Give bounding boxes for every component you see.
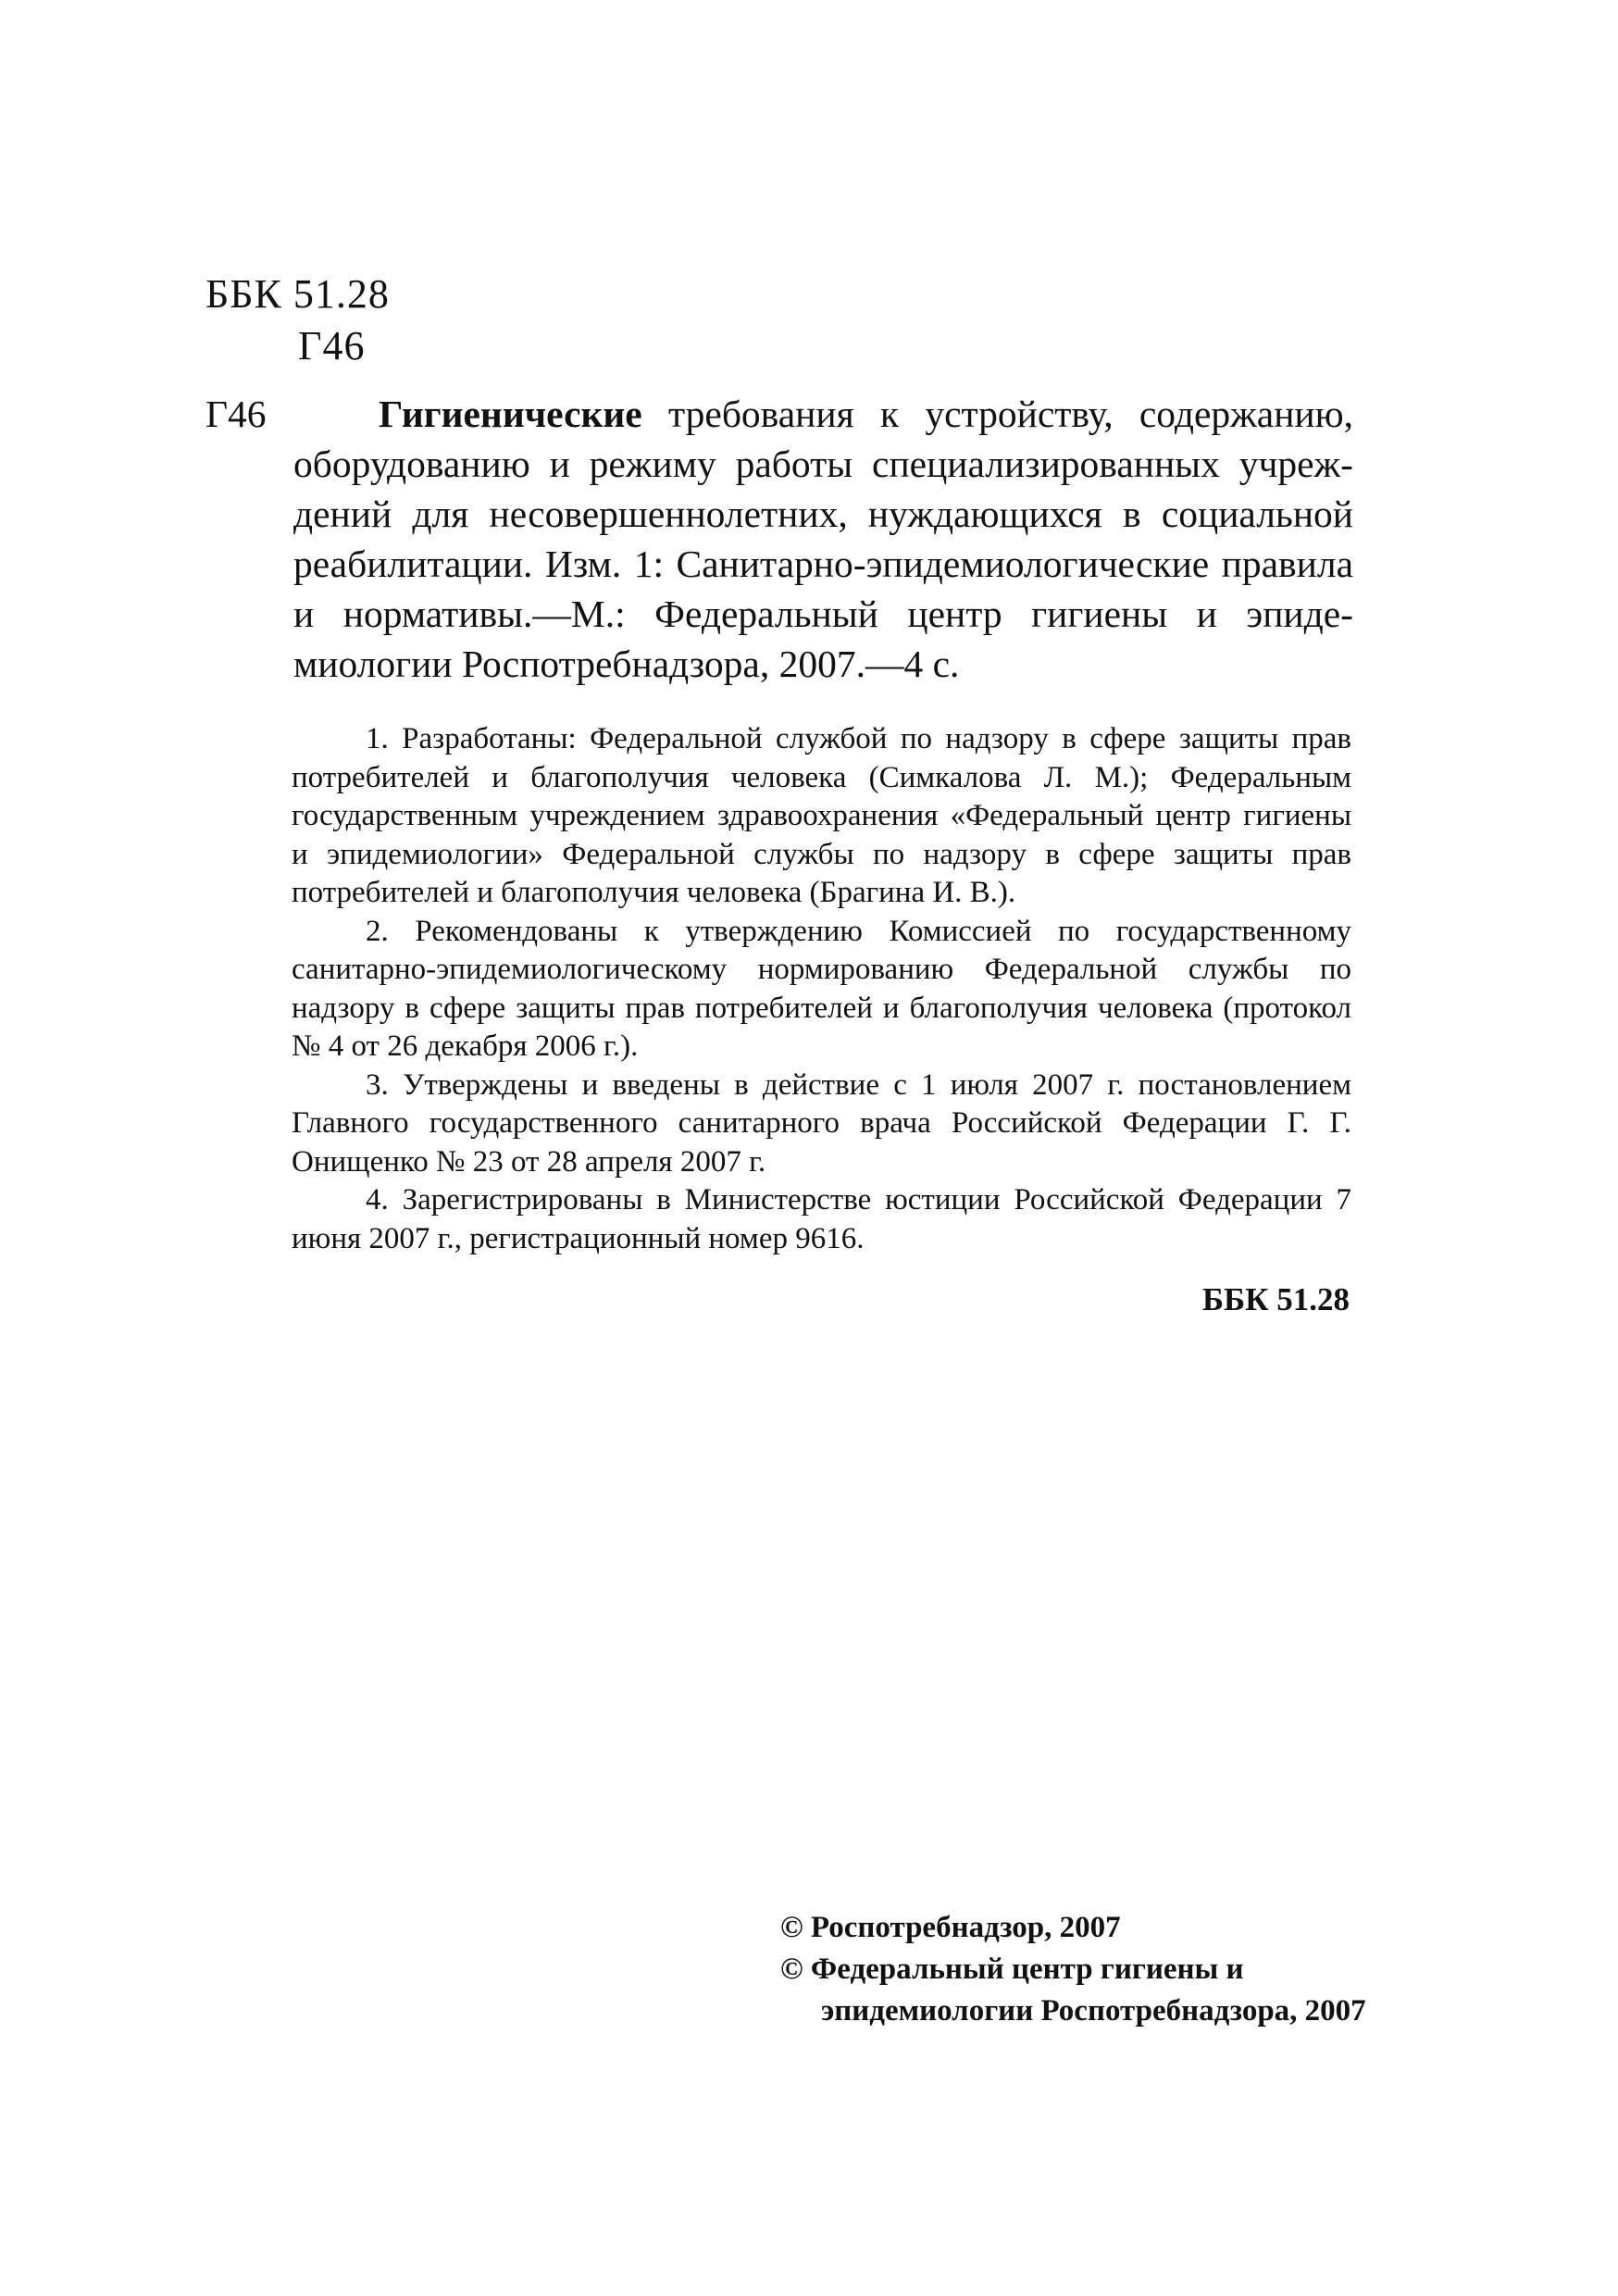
- entry-author-mark: Г46: [205, 393, 267, 435]
- copyright-line: эпидемиологии Роспотребнадзора, 2007: [821, 1994, 1366, 2028]
- publication-notes: [292, 720, 1351, 1258]
- note-item: 4. Зарегистрированы в Министерстве юстиции Российской Федерации 7 июня 2007 г., регистрационный номер 9616.: [292, 1183, 1351, 1255]
- note-item: 2. Рекомендованы к утверждению Комиссией по государственному санитарно-эпидемиологическому нормированию Федеральной службы по надзору в сфере защиты прав потребителей и благополучия человека (протокол № 4 от 26 декабря 2006 г.).: [292, 914, 1351, 1063]
- author-mark: Г46: [298, 323, 366, 368]
- note-item: 1. Разработаны: Федеральной службой по надзору в сфере защиты прав потребителей и благополучия человека (Симкалова Л. М.); Федеральным государственным учреждением здравоохранения «Федеральный центр гигиены и эпидемиологии» Федеральной службы по надзору в сфере защиты прав потребителей и благополучия человека (Брагина И. В.).: [292, 722, 1351, 909]
- bbk-classification: [205, 268, 390, 372]
- entry-text: [293, 389, 1353, 689]
- bibliographic-entry: [205, 389, 1353, 689]
- copyright-line: © Федеральный центр гигиены и: [780, 1953, 1244, 1986]
- copyright-line: © Роспотребнадзор, 2007: [780, 1911, 1121, 1944]
- note-item: 3. Утверждены и введены в действие с 1 июля 2007 г. постановлением Главного государственного санитарного врача Российской Федерации Г. Г. Онищенко № 23 от 28 апреля 2007 г.: [292, 1067, 1351, 1179]
- bbk-code: ББК 51.28: [205, 271, 390, 317]
- bbk-code-bottom: ББК 51.28: [1201, 1281, 1350, 1317]
- copyright-block: [780, 1907, 1366, 2032]
- entry-title-word: Гигиенические: [379, 393, 642, 435]
- entry-description: требования к устройству, содержанию, оборудованию и режиму работы специализированных учреждений для несовершеннолетних, нуждающихся в социальной реабилитации. Изм. 1: Санитарно-эпидемиологические правила и нормативы.—М.: Федеральный центр гигиены и эпидемиологии Роспотребнадзора, 2007.—4 с.: [293, 393, 1353, 685]
